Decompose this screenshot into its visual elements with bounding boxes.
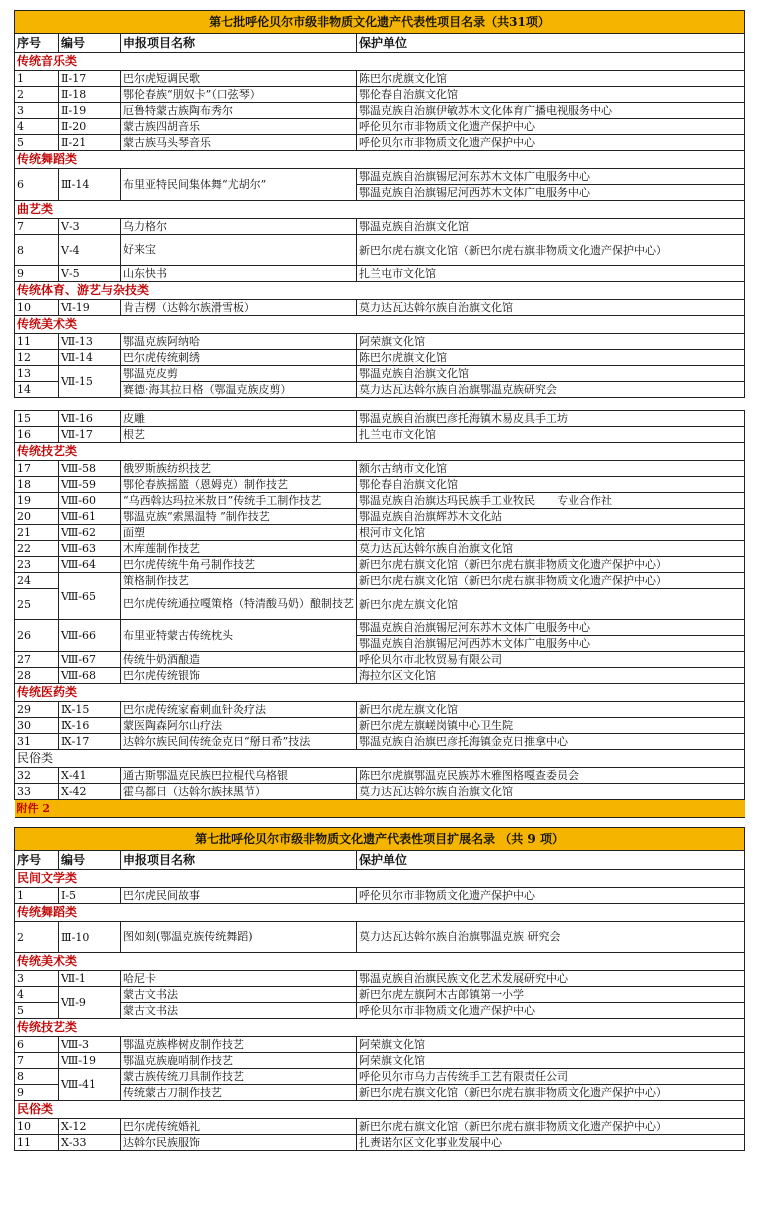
item-index: 27	[15, 652, 59, 668]
category-label: 传统音乐类	[15, 53, 745, 71]
table-row	[15, 1119, 745, 1135]
item-index: 20	[15, 509, 59, 525]
item-index: 8	[15, 235, 59, 266]
protection-unit: 呼伦贝尔市非物质文化遗产保护中心	[357, 888, 745, 904]
table-row	[15, 525, 745, 541]
table-row	[15, 266, 745, 282]
item-code: Ⅷ-62	[59, 525, 121, 541]
table-row	[15, 169, 745, 185]
protection-unit: 呼伦贝尔市非物质文化遗产保护中心	[357, 1003, 745, 1019]
table-row	[15, 573, 745, 589]
protection-unit: 鄂温克族自治旗巴彦托海镇金克日推拿中心	[357, 734, 745, 750]
protection-unit: 新巴尔虎左旗文化馆	[357, 589, 745, 620]
protection-unit: 新巴尔虎左旗嵯岗镇中心卫生院	[357, 718, 745, 734]
table-row	[15, 1135, 745, 1151]
item-code: Ⅶ-1	[59, 971, 121, 987]
protection-unit: 陈巴尔虎旗文化馆	[357, 350, 745, 366]
item-index: 18	[15, 477, 59, 493]
item-index: 7	[15, 219, 59, 235]
protection-unit: 阿荣旗文化馆	[357, 1037, 745, 1053]
protection-unit: 扎兰屯市文化馆	[357, 266, 745, 282]
category-row	[15, 1101, 745, 1119]
item-code: Ⅷ-61	[59, 509, 121, 525]
protection-unit: 扎赉诺尔区文化事业发展中心	[357, 1135, 745, 1151]
header-index: 序号	[15, 851, 59, 870]
item-name: 蒙古族马头琴音乐	[121, 135, 357, 151]
item-code: Ⅷ-63	[59, 541, 121, 557]
item-index: 32	[15, 768, 59, 784]
extension-list-table	[14, 827, 745, 1151]
table-row	[15, 1085, 745, 1101]
item-code: Ⅴ-5	[59, 266, 121, 282]
item-code: Ⅹ-42	[59, 784, 121, 800]
protection-unit: 莫力达瓦达斡尔族自治旗文化馆	[357, 300, 745, 316]
table-row	[15, 135, 745, 151]
category-label: 传统技艺类	[15, 1019, 745, 1037]
item-index: 21	[15, 525, 59, 541]
item-name: 蒙古文书法	[121, 1003, 357, 1019]
header-code: 编号	[59, 34, 121, 53]
category-label: 民俗类	[15, 1101, 745, 1119]
table-row	[15, 461, 745, 477]
header-index: 序号	[15, 34, 59, 53]
item-name: 巴尔虎传统银饰	[121, 668, 357, 684]
item-code: Ⅷ-41	[59, 1069, 121, 1101]
item-index: 6	[15, 1037, 59, 1053]
item-code: Ⅱ-20	[59, 119, 121, 135]
category-label: 传统美术类	[15, 316, 745, 334]
item-index: 4	[15, 987, 59, 1003]
item-name: 鄂温克皮剪	[121, 366, 357, 382]
item-name: 鄂温克族桦树皮制作技艺	[121, 1037, 357, 1053]
item-index: 23	[15, 557, 59, 573]
item-name: 达斡尔民族服饰	[121, 1135, 357, 1151]
protection-unit: 鄂温克族自治旗达玛民族手工业牧民 专业合作社	[357, 493, 745, 509]
item-name: 鄂伦春族摇篮（恩姆克）制作技艺	[121, 477, 357, 493]
item-code: Ⅷ-64	[59, 557, 121, 573]
table-row	[15, 235, 745, 266]
item-code: Ⅱ-18	[59, 87, 121, 103]
category-label: 曲艺类	[15, 201, 745, 219]
item-name: 哈尼卡	[121, 971, 357, 987]
category-label: 传统体育、游艺与杂技类	[15, 282, 745, 300]
protection-unit: 鄂温克族自治旗锡尼河西苏木文体广电服务中心	[357, 636, 745, 652]
item-name: 巴尔虎民间故事	[121, 888, 357, 904]
item-code: Ⅱ-21	[59, 135, 121, 151]
table-row	[15, 589, 745, 620]
table-row	[15, 509, 745, 525]
protection-unit: 额尔古纳市文化馆	[357, 461, 745, 477]
item-index: 8	[15, 1069, 59, 1085]
table-row	[15, 668, 745, 684]
item-index: 7	[15, 1053, 59, 1069]
table-row	[15, 652, 745, 668]
item-index: 9	[15, 1085, 59, 1101]
item-code: Ⅵ-19	[59, 300, 121, 316]
item-code: Ⅶ-14	[59, 350, 121, 366]
item-index: 33	[15, 784, 59, 800]
item-code: Ⅶ-15	[59, 366, 121, 398]
table-row	[15, 427, 745, 443]
table-row	[15, 971, 745, 987]
protection-unit: 鄂温克族自治旗锡尼河东苏木文体广电服务中心	[357, 169, 745, 185]
table-row	[15, 350, 745, 366]
item-name: 霍乌都日（达斡尔族抹黑节）	[121, 784, 357, 800]
item-name: 传统牛奶酒酿造	[121, 652, 357, 668]
item-code: Ⅷ-58	[59, 461, 121, 477]
item-name: 鄂伦春族“朋奴卡”（口弦琴）	[121, 87, 357, 103]
item-index: 1	[15, 71, 59, 87]
protection-unit: 新巴尔虎右旗文化馆（新巴尔虎右旗非物质文化遗产保护中心）	[357, 1119, 745, 1135]
protection-unit: 鄂温克族自治旗伊敏苏木文化体育广播电视服务中心	[357, 103, 745, 119]
table-row	[15, 557, 745, 573]
item-name: 巴尔虎传统牛角弓制作技艺	[121, 557, 357, 573]
table-body	[15, 53, 745, 800]
category-row	[15, 684, 745, 702]
category-row	[15, 1019, 745, 1037]
table-row	[15, 103, 745, 119]
item-code: Ⅶ-13	[59, 334, 121, 350]
item-index: 30	[15, 718, 59, 734]
protection-unit: 呼伦贝尔市非物质文化遗产保护中心	[357, 135, 745, 151]
item-name: 山东快书	[121, 266, 357, 282]
protection-unit: 陈巴尔虎旗鄂温克民族苏木雅图格嘎查委员会	[357, 768, 745, 784]
protection-unit: 鄂伦春自治旗文化馆	[357, 477, 745, 493]
item-index: 14	[15, 382, 59, 398]
table-row	[15, 71, 745, 87]
protection-unit: 鄂伦春自治旗文化馆	[357, 87, 745, 103]
item-code: Ⅸ-17	[59, 734, 121, 750]
item-name: 巴尔虎传统婚礼	[121, 1119, 357, 1135]
item-name: 巴尔虎短调民歌	[121, 71, 357, 87]
item-name: 巴尔虎传统家畜刺血针灸疗法	[121, 702, 357, 718]
item-name: 传统蒙古刀制作技艺	[121, 1085, 357, 1101]
protection-unit: 新巴尔虎右旗文化馆（新巴尔虎右旗非物质文化遗产保护中心）	[357, 1085, 745, 1101]
protection-unit: 扎兰屯市文化馆	[357, 427, 745, 443]
category-row	[15, 53, 745, 71]
item-index: 19	[15, 493, 59, 509]
item-code: Ⅰ-5	[59, 888, 121, 904]
protection-unit: 鄂温克族自治旗巴彦托海镇木易皮具手工坊	[357, 411, 745, 427]
item-name: “乌西斡达玛拉米敖日”传统手工制作技艺	[121, 493, 357, 509]
item-index: 5	[15, 135, 59, 151]
table-row	[15, 768, 745, 784]
item-name: 皮雕	[121, 411, 357, 427]
protection-unit: 新巴尔虎右旗文化馆（新巴尔虎右旗非物质文化遗产保护中心）	[357, 557, 745, 573]
protection-unit: 莫力达瓦达斡尔族自治旗文化馆	[357, 541, 745, 557]
category-label: 民间文学类	[15, 870, 745, 888]
table-row	[15, 1003, 745, 1019]
item-name: 肯吉楞（达斡尔族滑雪板）	[121, 300, 357, 316]
protection-unit: 新巴尔虎左旗文化馆	[357, 702, 745, 718]
table-title: 第七批呼伦贝尔市级非物质文化遗产代表性项目扩展名录 （共 9 项）	[15, 828, 745, 851]
protection-unit: 呼伦贝尔市非物质文化遗产保护中心	[357, 119, 745, 135]
item-index: 24	[15, 573, 59, 589]
item-name: 策格制作技艺	[121, 573, 357, 589]
item-name: 根艺	[121, 427, 357, 443]
category-row	[15, 904, 745, 922]
table-row	[15, 411, 745, 427]
item-index: 1	[15, 888, 59, 904]
protection-unit: 新巴尔虎右旗文化馆（新巴尔虎右旗非物质文化遗产保护中心）	[357, 235, 745, 266]
protection-unit: 阿荣旗文化馆	[357, 334, 745, 350]
item-code: Ⅹ-12	[59, 1119, 121, 1135]
protection-unit: 鄂温克族自治旗锡尼河东苏木文体广电服务中心	[357, 620, 745, 636]
protection-unit: 新巴尔虎右旗文化馆（新巴尔虎右旗非物质文化遗产保护中心）	[357, 573, 745, 589]
table-row	[15, 1053, 745, 1069]
item-index: 2	[15, 87, 59, 103]
table-row	[15, 987, 745, 1003]
item-index: 3	[15, 103, 59, 119]
header-protection-unit: 保护单位	[357, 34, 745, 53]
main-list-table	[14, 10, 745, 827]
item-index: 13	[15, 366, 59, 382]
table-row	[15, 734, 745, 750]
item-code: Ⅹ-41	[59, 768, 121, 784]
category-row	[15, 316, 745, 334]
header-project-name: 申报项目名称	[121, 34, 357, 53]
table-row	[15, 300, 745, 316]
protection-unit: 鄂温克族自治旗民族文化艺术发展研究中心	[357, 971, 745, 987]
table-row	[15, 541, 745, 557]
item-index: 26	[15, 620, 59, 652]
protection-unit: 呼伦贝尔市北牧贸易有限公司	[357, 652, 745, 668]
protection-unit: 莫力达瓦达斡尔族自治旗鄂温克族研究会	[357, 382, 745, 398]
protection-unit: 莫力达瓦达斡尔族自治旗鄂温克族 研究会	[357, 922, 745, 953]
protection-unit: 莫力达瓦达斡尔族自治旗文化馆	[357, 784, 745, 800]
item-index: 31	[15, 734, 59, 750]
protection-unit: 陈巴尔虎旗文化馆	[357, 71, 745, 87]
category-row	[15, 443, 745, 461]
attachment-label: 附件 2	[15, 800, 745, 818]
item-code: Ⅲ-14	[59, 169, 121, 201]
protection-unit: 鄂温克族自治旗辉苏木文化站	[357, 509, 745, 525]
category-row	[15, 201, 745, 219]
item-code: Ⅱ-17	[59, 71, 121, 87]
table-row	[15, 1069, 745, 1085]
category-label: 传统舞蹈类	[15, 151, 745, 169]
protection-unit: 鄂温克族自治旗锡尼河西苏木文体广电服务中心	[357, 185, 745, 201]
header-project-name: 申报项目名称	[121, 851, 357, 870]
item-code: Ⅷ-59	[59, 477, 121, 493]
item-name: 好来宝	[121, 235, 357, 266]
item-name: 蒙古文书法	[121, 987, 357, 1003]
item-index: 3	[15, 971, 59, 987]
category-row	[15, 750, 745, 768]
document-sheet	[14, 10, 744, 1151]
category-row	[15, 151, 745, 169]
category-label: 传统技艺类	[15, 443, 745, 461]
item-index: 2	[15, 922, 59, 953]
protection-unit: 鄂温克族自治旗文化馆	[357, 219, 745, 235]
item-name: 鄂温克族“索黑温特 ”制作技艺	[121, 509, 357, 525]
item-index: 5	[15, 1003, 59, 1019]
protection-unit: 新巴尔虎左旗阿木古郎镇第一小学	[357, 987, 745, 1003]
item-name: 布里亚特蒙古传统枕头	[121, 620, 357, 652]
item-code: Ⅹ-33	[59, 1135, 121, 1151]
item-name: 木库莲制作技艺	[121, 541, 357, 557]
item-index: 6	[15, 169, 59, 201]
item-index: 17	[15, 461, 59, 477]
item-name: 鄂温克族鹿哨制作技艺	[121, 1053, 357, 1069]
item-name: 蒙古族传统刀具制作技艺	[121, 1069, 357, 1085]
item-code: Ⅴ-3	[59, 219, 121, 235]
table-row	[15, 702, 745, 718]
table-row	[15, 888, 745, 904]
table-body	[15, 870, 745, 1151]
item-code: Ⅷ-65	[59, 573, 121, 620]
item-name: 通古斯鄂温克民族巴拉棍代乌格银	[121, 768, 357, 784]
table-title: 第七批呼伦贝尔市级非物质文化遗产代表性项目名录（共31项）	[15, 11, 745, 34]
item-name: 巴尔虎传统通拉嘎策格（特清酸马奶）酿制技艺	[121, 589, 357, 620]
category-label: 传统美术类	[15, 953, 745, 971]
item-name: 布里亚特民间集体舞“尤胡尔”	[121, 169, 357, 201]
item-name: 达斡尔族民间传统金克日“掰日希”技法	[121, 734, 357, 750]
protection-unit: 鄂温克族自治旗文化馆	[357, 366, 745, 382]
item-index: 9	[15, 266, 59, 282]
item-index: 11	[15, 1135, 59, 1151]
item-code: Ⅶ-16	[59, 411, 121, 427]
item-code: Ⅸ-15	[59, 702, 121, 718]
table-row	[15, 366, 745, 382]
protection-unit: 根河市文化馆	[357, 525, 745, 541]
item-index: 4	[15, 119, 59, 135]
item-name: 巴尔虎传统刺绣	[121, 350, 357, 366]
item-name: 赛德·海其拉日格（鄂温克族皮剪）	[121, 382, 357, 398]
item-name: 蒙医陶森阿尔山疗法	[121, 718, 357, 734]
table-row	[15, 334, 745, 350]
table-row	[15, 1037, 745, 1053]
table-row	[15, 620, 745, 636]
item-code: Ⅶ-17	[59, 427, 121, 443]
category-label: 民俗类	[15, 750, 745, 768]
item-index: 29	[15, 702, 59, 718]
item-code: Ⅷ-67	[59, 652, 121, 668]
protection-unit: 阿荣旗文化馆	[357, 1053, 745, 1069]
table-row	[15, 718, 745, 734]
item-index: 16	[15, 427, 59, 443]
header-code: 编号	[59, 851, 121, 870]
item-index: 25	[15, 589, 59, 620]
item-code: Ⅷ-68	[59, 668, 121, 684]
category-row	[15, 282, 745, 300]
item-index: 12	[15, 350, 59, 366]
table-row	[15, 784, 745, 800]
table-row	[15, 477, 745, 493]
item-name: 乌力格尔	[121, 219, 357, 235]
category-label: 传统舞蹈类	[15, 904, 745, 922]
table-row	[15, 922, 745, 953]
item-index: 10	[15, 300, 59, 316]
item-index: 28	[15, 668, 59, 684]
table-row	[15, 493, 745, 509]
item-name: 图如刻(鄂温克族传统舞蹈)	[121, 922, 357, 953]
item-code: Ⅶ-9	[59, 987, 121, 1019]
protection-unit: 呼伦贝尔市乌力吉传统手工艺有限责任公司	[357, 1069, 745, 1085]
table-row	[15, 119, 745, 135]
category-row	[15, 953, 745, 971]
item-name: 面塑	[121, 525, 357, 541]
item-name: 蒙古族四胡音乐	[121, 119, 357, 135]
table-row	[15, 382, 745, 398]
protection-unit: 海拉尔区文化馆	[357, 668, 745, 684]
category-row	[15, 870, 745, 888]
table-row	[15, 87, 745, 103]
item-index: 15	[15, 411, 59, 427]
item-code: Ⅲ-10	[59, 922, 121, 953]
item-name: 俄罗斯族纺织技艺	[121, 461, 357, 477]
item-code: Ⅴ-4	[59, 235, 121, 266]
table-row	[15, 219, 745, 235]
item-index: 22	[15, 541, 59, 557]
header-protection-unit: 保护单位	[357, 851, 745, 870]
item-code: Ⅷ-3	[59, 1037, 121, 1053]
item-name: 鄂温克族阿纳哈	[121, 334, 357, 350]
item-code: Ⅷ-60	[59, 493, 121, 509]
category-label: 传统医药类	[15, 684, 745, 702]
item-name: 厄鲁特蒙古族陶布秀尔	[121, 103, 357, 119]
item-code: Ⅷ-19	[59, 1053, 121, 1069]
item-code: Ⅸ-16	[59, 718, 121, 734]
item-index: 10	[15, 1119, 59, 1135]
item-code: Ⅷ-66	[59, 620, 121, 652]
item-code: Ⅱ-19	[59, 103, 121, 119]
item-index: 11	[15, 334, 59, 350]
